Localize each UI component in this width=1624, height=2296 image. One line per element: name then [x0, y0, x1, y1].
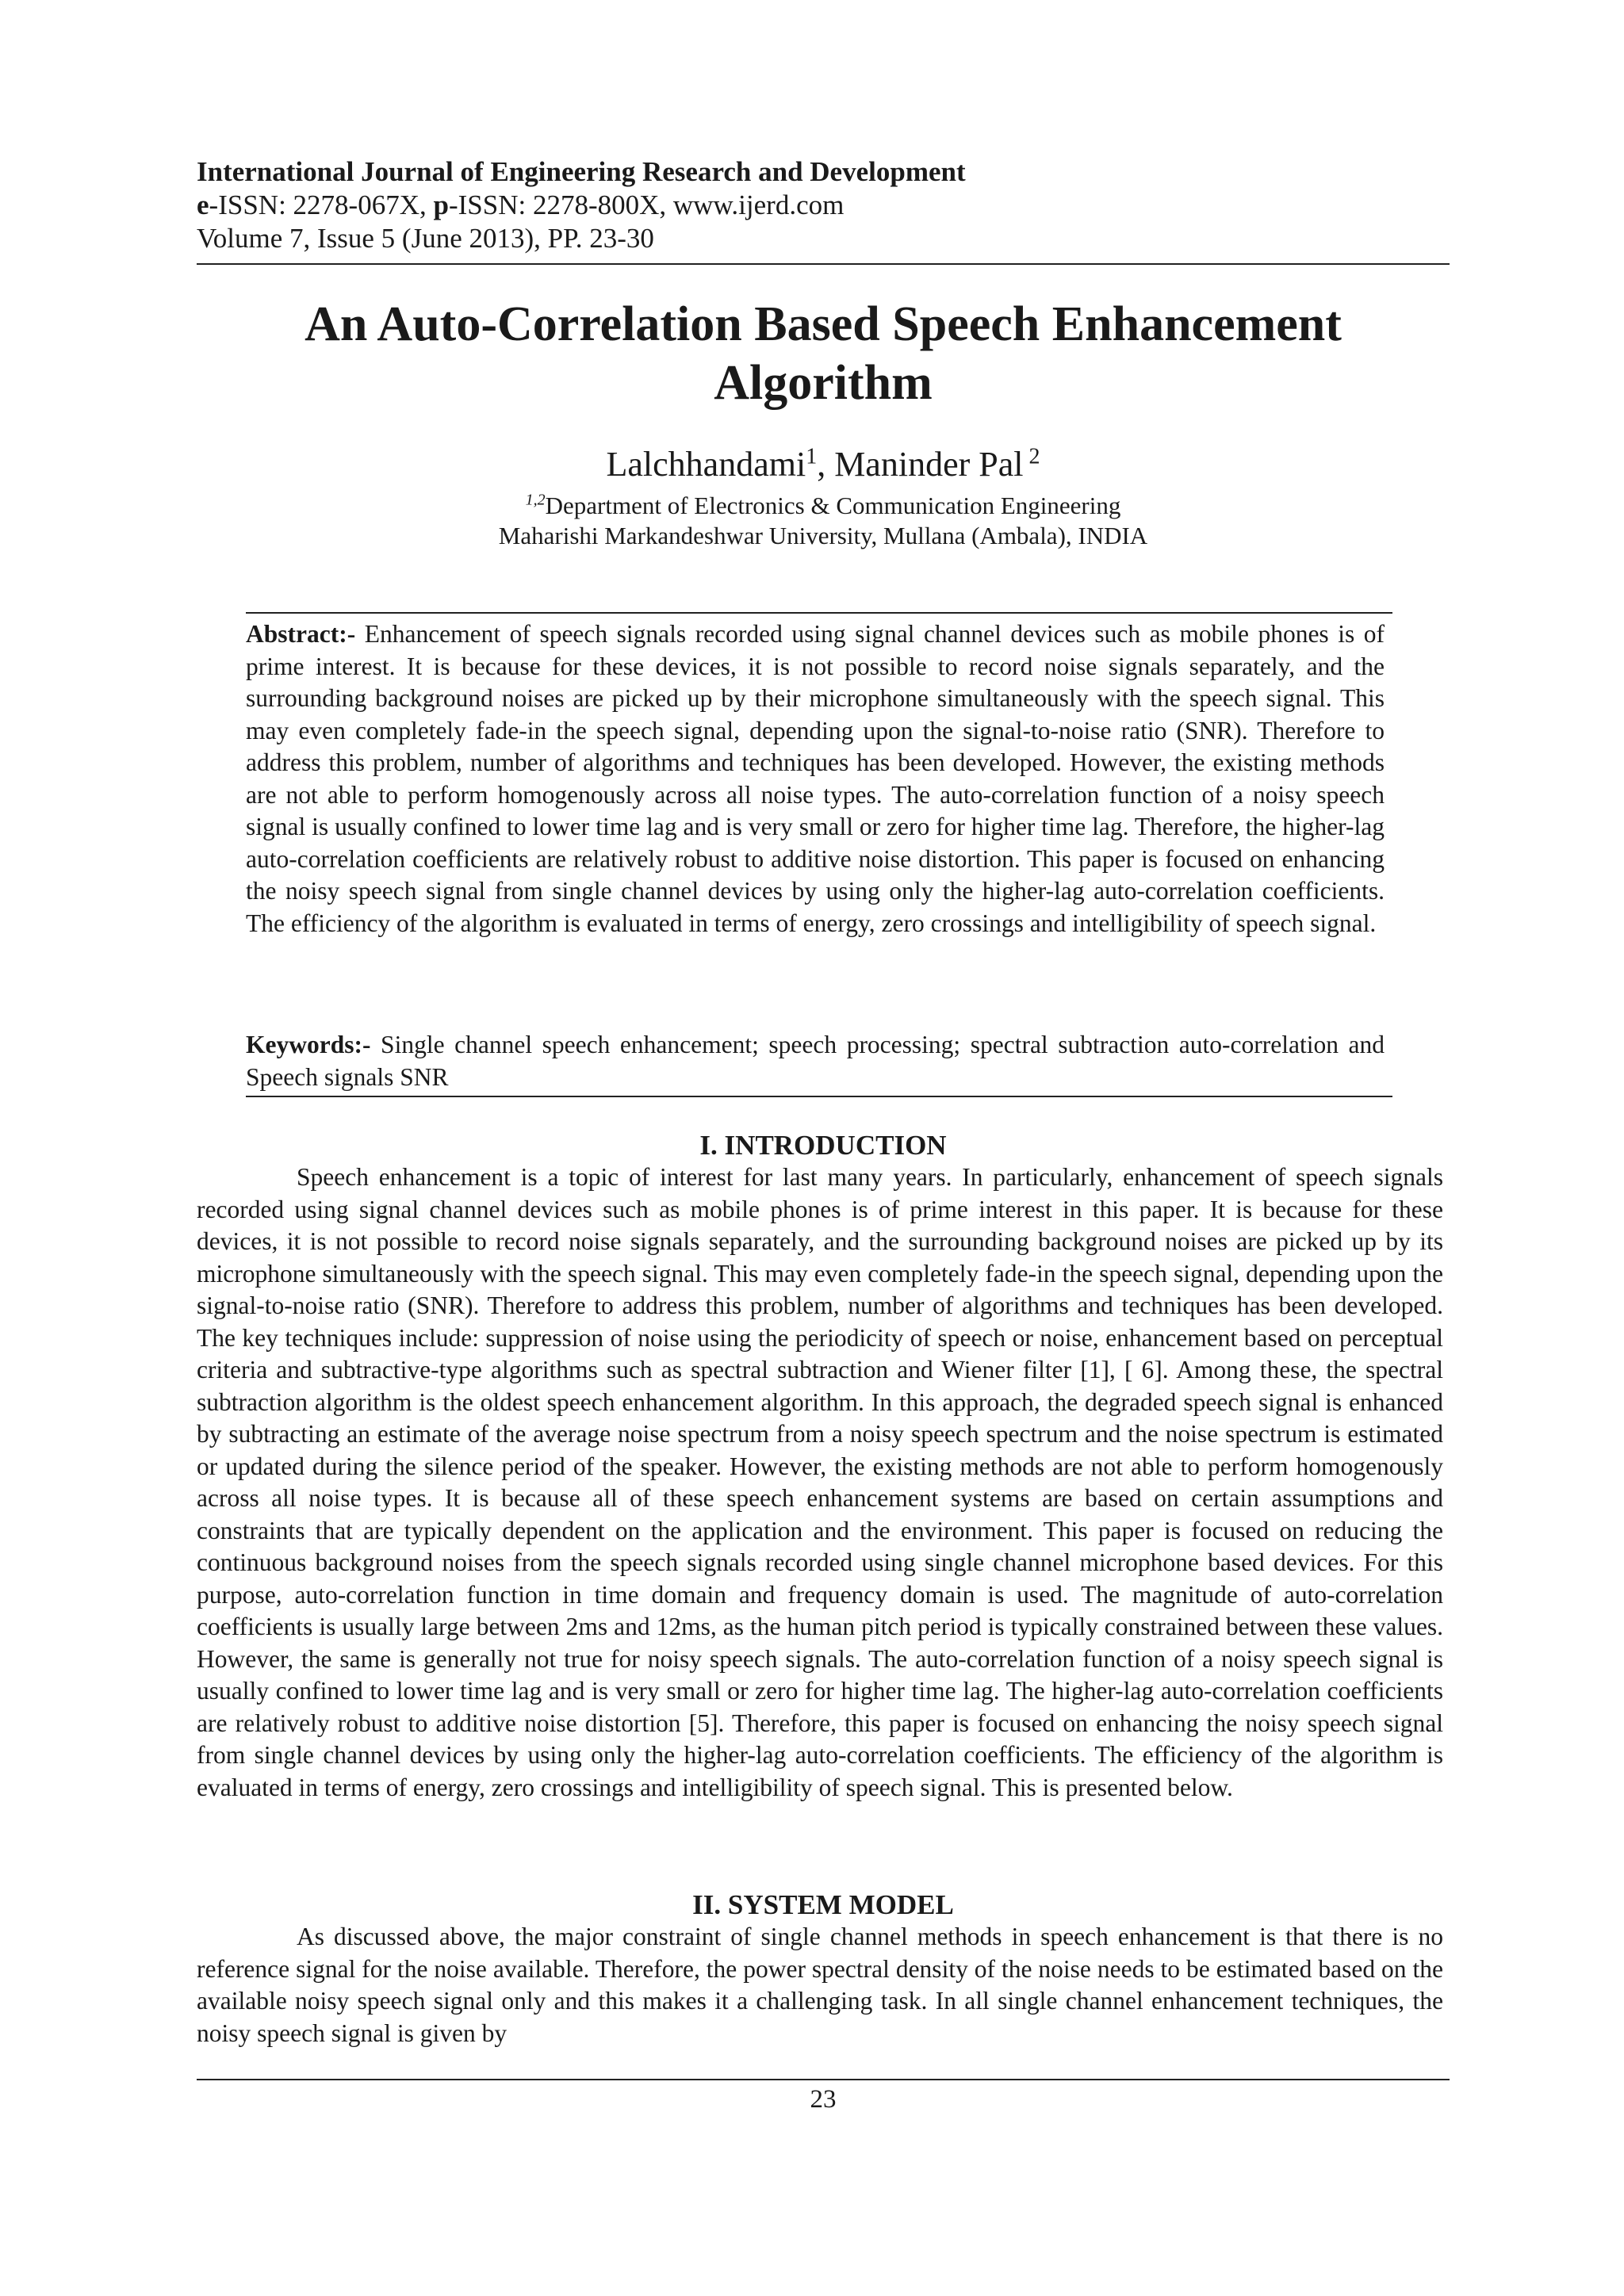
issn-e-text: -ISSN: 2278-067X,	[209, 189, 434, 220]
affiliation-university: Maharishi Markandeshwar University, Mullana (Ambala), INDIA	[498, 522, 1148, 549]
introduction-paragraph: Speech enhancement is a topic of interest for last many years. In particularly, enhancement of speech signals recorded using signal channel devices such as mobile phones is of prime interest in this paper. It is because for these devices, it is not possible to record noise signals separately, and the surrounding background noises are picked up by its microphone simultaneously with the speech signal. This may even completely fade-in the speech signal, depending upon the signal-to-noise ratio (SNR). Therefore to address this problem, number of algorithms and techniques has been developed. The key techniques include: suppression of noise using the periodicity of speech or noise, enhancement based on perceptual criteria and subtractive-type algorithms such as spectral subtraction and Wiener filter [1], [ 6]. Among these, the spectral subtraction algorithm is the oldest speech enhancement algorithm. In this approach, the degraded speech signal is enhanced by subtracting an estimate of the average noise spectrum from a noisy speech spectrum and the noise spectrum is estimated or updated during the silence period of the speaker. However, the existing methods are not able to perform homogenously across all noise types. It is because all of these speech enhancement systems are based on certain assumptions and constraints that are typically dependent on the application and the environment. This paper is focused on reducing the continuous background noises from the speech signals recorded using single channel microphone based devices. For this purpose, auto-correlation function in time domain and frequency domain is used. The magnitude of auto-correlation coefficients is usually large between 2ms and 12ms, as the human pitch period is typically constrained between these values. However, the same is generally not true for noisy speech signals. The auto-correlation function of a noisy speech signal is usually confined to lower time lag and is very small or zero for higher time lag. The higher-lag auto-correlation coefficients are relatively robust to additive noise distortion [5]. Therefore, this paper is focused on enhancing the noisy speech signal from single channel devices by using only the higher-lag auto-correlation coefficients. The efficiency of the algorithm is evaluated in terms of energy, zero crossings and intelligibility of speech signal. This is presented below.	[197, 1163, 1443, 1801]
abstract-text: Enhancement of speech signals recorded using signal channel devices such as mobile phones is of prime interest. It is because for these devices, it is not possible to record noise signals separately, and the surrounding background noises are picked up by their microphone simultaneously with the speech signal. This may even completely fade-in the speech signal, depending upon the signal-to-noise ratio (SNR). Therefore to address this problem, number of algorithms and techniques has been developed. However, the existing methods are not able to perform homogenously across all noise types. The auto-correlation function of a noisy speech signal is usually confined to lower time lag and is very small or zero for higher time lag. Therefore, the higher-lag auto-correlation coefficients are relatively robust to additive noise distortion. This paper is focused on enhancing the noisy speech signal from single channel devices by using only the higher-lag auto-correlation coefficients. The efficiency of the algorithm is evaluated in terms of energy, zero crossings and intelligibility of speech signal.	[246, 620, 1385, 937]
author-2-affil-mark: 2	[1023, 444, 1040, 469]
issn-p-prefix: p	[433, 189, 449, 220]
keywords-label: Keywords:-	[246, 1031, 371, 1058]
title-line-2: Algorithm	[714, 356, 933, 410]
section-heading-system-model: II. SYSTEM MODEL	[692, 1889, 954, 1920]
footer-divider	[197, 2079, 1450, 2080]
author-2: Maninder Pal	[834, 445, 1024, 484]
affiliation-department	[197, 490, 1450, 522]
header-divider	[197, 263, 1450, 265]
system-model-paragraph: As discussed above, the major constraint of single channel methods in speech enhancement is that there is no reference signal for the noise available. Therefore, the power spectral density of the noise needs to be estimated based on the available noisy speech signal only and this makes it a challenging task. In all single channel enhancement techniques, the noisy speech signal is given by	[197, 1923, 1443, 2047]
abstract-bottom-divider	[246, 1096, 1392, 1097]
page-number: 23	[810, 2085, 837, 2114]
title-line-1: An Auto-Correlation Based Speech Enhancement	[304, 297, 1342, 351]
keywords	[246, 1029, 1385, 1093]
journal-volume: Volume 7, Issue 5 (June 2013), PP. 23-30	[197, 223, 654, 254]
department-name: Department of Electronics & Communication Engineering	[545, 492, 1121, 519]
author-1-affil-mark: 1	[806, 444, 818, 469]
journal-issn	[197, 189, 1450, 222]
author-1: Lalchhandami	[606, 445, 806, 484]
issn-p-text: -ISSN: 2278-800X, www.ijerd.com	[448, 189, 845, 220]
authors	[197, 442, 1450, 487]
journal-name: International Journal of Engineering Research and Development	[197, 156, 966, 187]
keywords-text: Single channel speech enhancement; speech processing; spectral subtraction auto-correlation and Speech signals SNR	[246, 1031, 1385, 1091]
abstract	[246, 618, 1385, 939]
abstract-top-divider	[246, 612, 1392, 614]
author-separator: ,	[817, 445, 835, 484]
section-heading-introduction: I. INTRODUCTION	[699, 1130, 947, 1161]
journal-header	[197, 155, 1450, 255]
paper-title	[197, 295, 1450, 412]
affiliation-mark: 1,2	[525, 491, 546, 509]
abstract-label: Abstract:-	[246, 620, 356, 648]
issn-e-prefix: e	[197, 189, 209, 220]
